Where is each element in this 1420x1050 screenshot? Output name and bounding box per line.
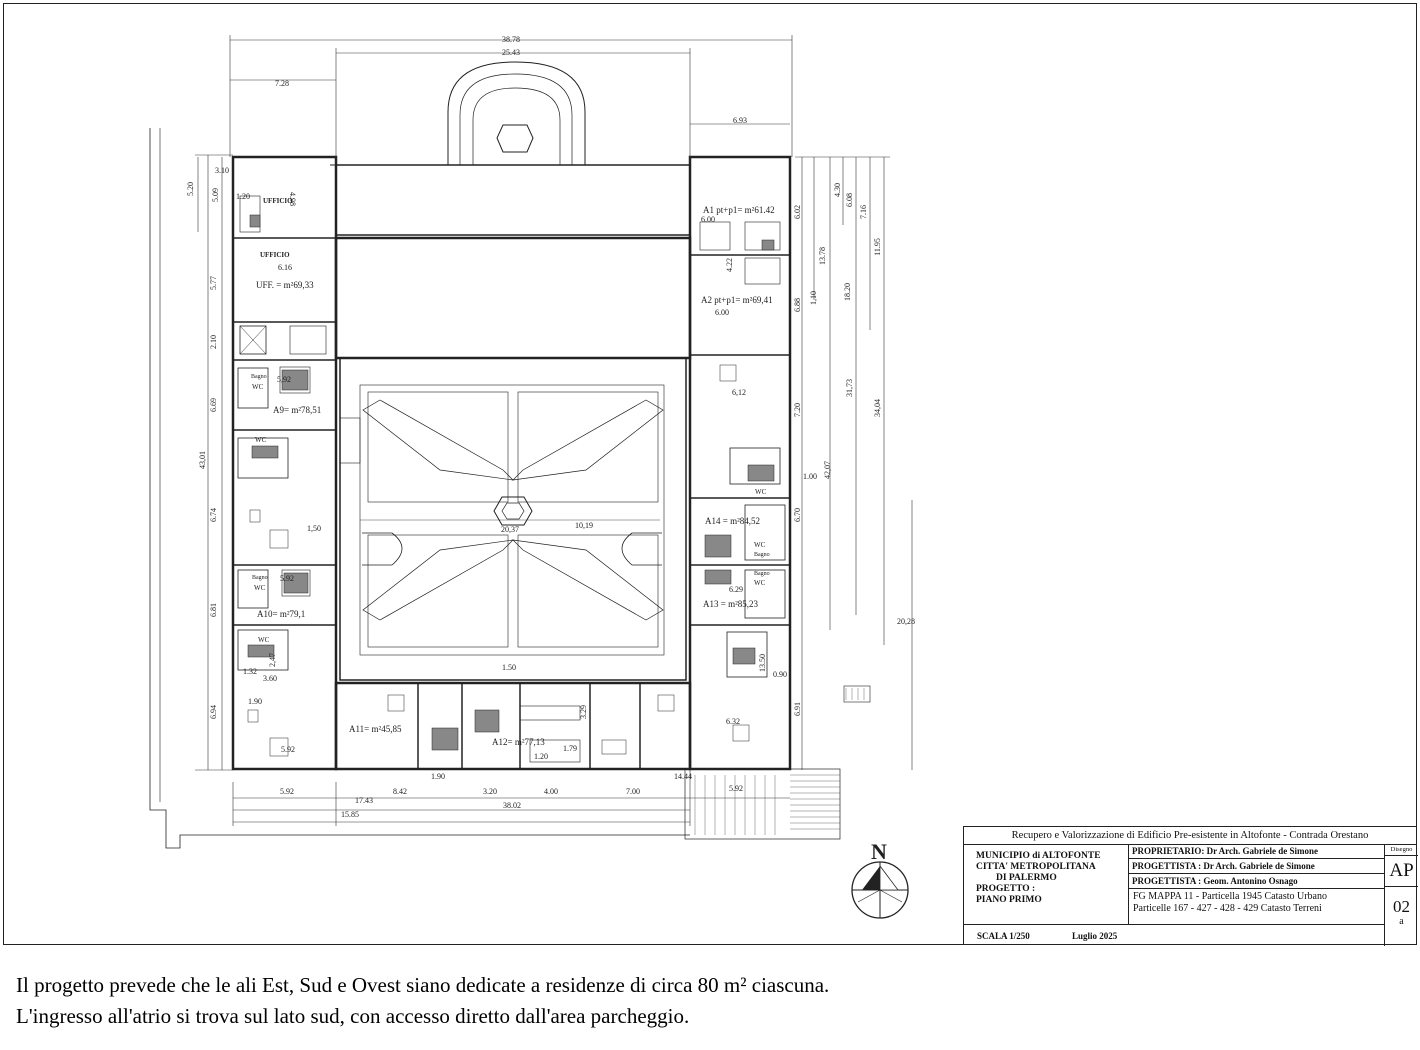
dim-left-wing: 7.28 (275, 79, 289, 88)
dim-inner: 1.20 (534, 752, 548, 761)
scale-row (964, 924, 1384, 947)
dim-right: 13.50 (758, 654, 767, 672)
dim-left: 6.74 (209, 508, 218, 522)
designer-line: PROGETTISTA : Geom. Antonino Osnago (1129, 874, 1384, 889)
municipality-line: DI PALERMO (996, 873, 1057, 883)
dim-right: 6.70 (793, 508, 802, 522)
dim-right: 6.02 (793, 205, 802, 219)
dim-bottom: 1.90 (431, 772, 445, 781)
dim-bottom: 15.85 (341, 810, 359, 819)
dim-left: 1.20 (236, 192, 250, 201)
dim-inner: 3.60 (263, 674, 277, 683)
room-label-wc: WC (754, 541, 766, 549)
room-area-a11: A11= m²45,85 (349, 724, 402, 734)
dim-left: 5.77 (209, 276, 218, 290)
room-area-a10: A10= m²79,1 (257, 609, 306, 619)
dim-right: 20,28 (897, 617, 915, 626)
dim-inner: 5.92 (281, 745, 295, 754)
room-area-a9: A9= m²78,51 (273, 405, 322, 415)
dim-right: 6.08 (845, 193, 854, 207)
room-area-a14: A14 = m²84,52 (705, 516, 761, 526)
dim-inner: 6,12 (732, 388, 746, 397)
room-label-wc: WC (754, 579, 766, 587)
project-label: PROGETTO : (976, 884, 1036, 894)
dim-bottom: 3.20 (483, 787, 497, 796)
dim-right: 34,04 (873, 399, 882, 417)
dim-bottom: 8.42 (393, 787, 407, 796)
room-area-a12: A12= m²77,13 (492, 737, 545, 747)
dim-bottom: 4.00 (544, 787, 558, 796)
municipality-block (964, 844, 1129, 924)
room-label-wc: WC (254, 584, 266, 592)
cadastre-line: FG MAPPA 11 - Particella 1945 Catasto Urbano (1133, 891, 1327, 902)
dim-left: 5.20 (186, 182, 195, 196)
dim-inner: 20,37 (501, 525, 519, 534)
drawing-label: Disegno (1385, 844, 1418, 856)
room-area-a1: A1 pt+p1= m²61.42 (703, 205, 775, 215)
room-label-wc: WC (255, 436, 267, 444)
dim-inner: 6.32 (726, 717, 740, 726)
dim-right: 7.20 (793, 403, 802, 417)
dim-inner: 1.32 (243, 667, 257, 676)
dim-right: 4.30 (833, 183, 842, 197)
north-arrow-icon (852, 839, 908, 918)
dim-right: 1.00 (803, 472, 817, 481)
room-label-bagno: Bagno (252, 575, 268, 581)
dim-bottom: 5.92 (280, 787, 294, 796)
dim-right: 6.91 (793, 702, 802, 716)
dim-inner: 1.79 (563, 744, 577, 753)
title-block (963, 826, 1417, 945)
cadastre-line: Particelle 167 - 427 - 428 - 429 Catasto Terreni (1133, 903, 1322, 914)
caption (16, 970, 829, 1032)
dim-inner: 6.16 (278, 263, 292, 272)
dim-bottom: 38.02 (503, 801, 521, 810)
dim-inner: 6.00 (715, 308, 729, 317)
municipality-line: MUNICIPIO di ALTOFONTE (976, 851, 1101, 861)
dim-left: 6.81 (209, 603, 218, 617)
room-label-ufficio: UFFICIO (260, 251, 290, 259)
dim-right: 1,10 (809, 291, 818, 305)
dim-left: 6.94 (209, 705, 218, 719)
dim-court-width: 25.43 (502, 48, 520, 57)
north-label: N (871, 839, 887, 864)
project-heading: Recupero e Valorizzazione di Edificio Pre-esistente in Altofonte - Contrada Orestano (964, 827, 1416, 845)
dim-left: 43,01 (198, 451, 207, 469)
dim-inner: 2,47 (268, 653, 277, 667)
dim-inner: 5,92 (277, 375, 291, 384)
dim-right: 0.90 (773, 670, 787, 679)
cadastre-info (1133, 891, 1327, 915)
dim-inner: 4.22 (725, 258, 734, 272)
dim-bottom: 5.92 (729, 784, 743, 793)
caption-line: Il progetto prevede che le ali Est, Sud e Ovest siano dedicate a residenze di circa 80 m² ciascuna. (16, 973, 830, 997)
room-label-ufficio: UFFICIO (263, 197, 293, 205)
room-label-wc: WC (755, 488, 767, 496)
dim-bottom: 17.43 (355, 796, 373, 805)
dim-right: 18.20 (843, 283, 852, 301)
dim-right: 31,73 (845, 379, 854, 397)
dim-right: 13.78 (818, 247, 827, 265)
caption-line: L'ingresso all'atrio si trova sul lato sud, con accesso diretto dall'area parcheggio. (16, 1004, 690, 1028)
drawing-code (1384, 844, 1418, 946)
drawing-sub: a (1399, 916, 1404, 927)
project-name: PIANO PRIMO (976, 895, 1042, 905)
dim-inner: 5.92 (280, 574, 294, 583)
scale-label: SCALA 1/250 (977, 931, 1030, 941)
dim-inner: 10,19 (575, 521, 593, 530)
dim-right: 42,07 (823, 461, 832, 479)
room-area-uff: UFF. = m²69,33 (256, 280, 314, 290)
room-area-a13: A13 = m²85,23 (703, 599, 759, 609)
room-area-a2: A2 pt+p1= m²69,41 (701, 295, 773, 305)
room-label-wc: WC (252, 383, 264, 391)
owner-line: PROPRIETARIO: Dr Arch. Gabriele de Simone (1129, 844, 1384, 859)
room-label-bagno: Bagno (754, 552, 770, 558)
dim-inner: 6.00 (701, 215, 715, 224)
dim-bottom: 7.00 (626, 787, 640, 796)
dim-inner: 6.29 (729, 585, 743, 594)
dim-right-wing: 6.93 (733, 116, 747, 125)
room-label-bagno: Bagno (754, 571, 770, 577)
dim-left: 3.10 (215, 166, 229, 175)
dim-inner: 1,50 (307, 524, 321, 533)
designer-line: PROGETTISTA : Dr Arch. Gabriele de Simone (1129, 859, 1384, 874)
dim-overall: 38.78 (502, 35, 520, 44)
dim-right: 7.16 (859, 205, 868, 219)
dim-inner: 1.90 (248, 697, 262, 706)
dim-right: 11.95 (873, 238, 882, 256)
dim-inner: 3.29 (579, 705, 588, 719)
drawing-code-letters: AP (1385, 856, 1418, 887)
dim-inner: 1.50 (502, 663, 516, 672)
room-label-wc: WC (258, 636, 270, 644)
room-label-bagno: Bagno (251, 374, 267, 380)
dim-left: 4.98 (288, 192, 297, 206)
dim-left: 2.10 (209, 335, 218, 349)
dim-left: 6.69 (209, 398, 218, 412)
dim-bottom: 14.44 (674, 772, 692, 781)
municipality-line: CITTA' METROPOLITANA (976, 862, 1096, 872)
drawing-number: 02 (1393, 897, 1410, 916)
credits-block (1129, 844, 1384, 924)
dim-left: 5.09 (211, 188, 220, 202)
date-label: Luglio 2025 (1072, 931, 1118, 941)
dim-right: 6.88 (793, 298, 802, 312)
